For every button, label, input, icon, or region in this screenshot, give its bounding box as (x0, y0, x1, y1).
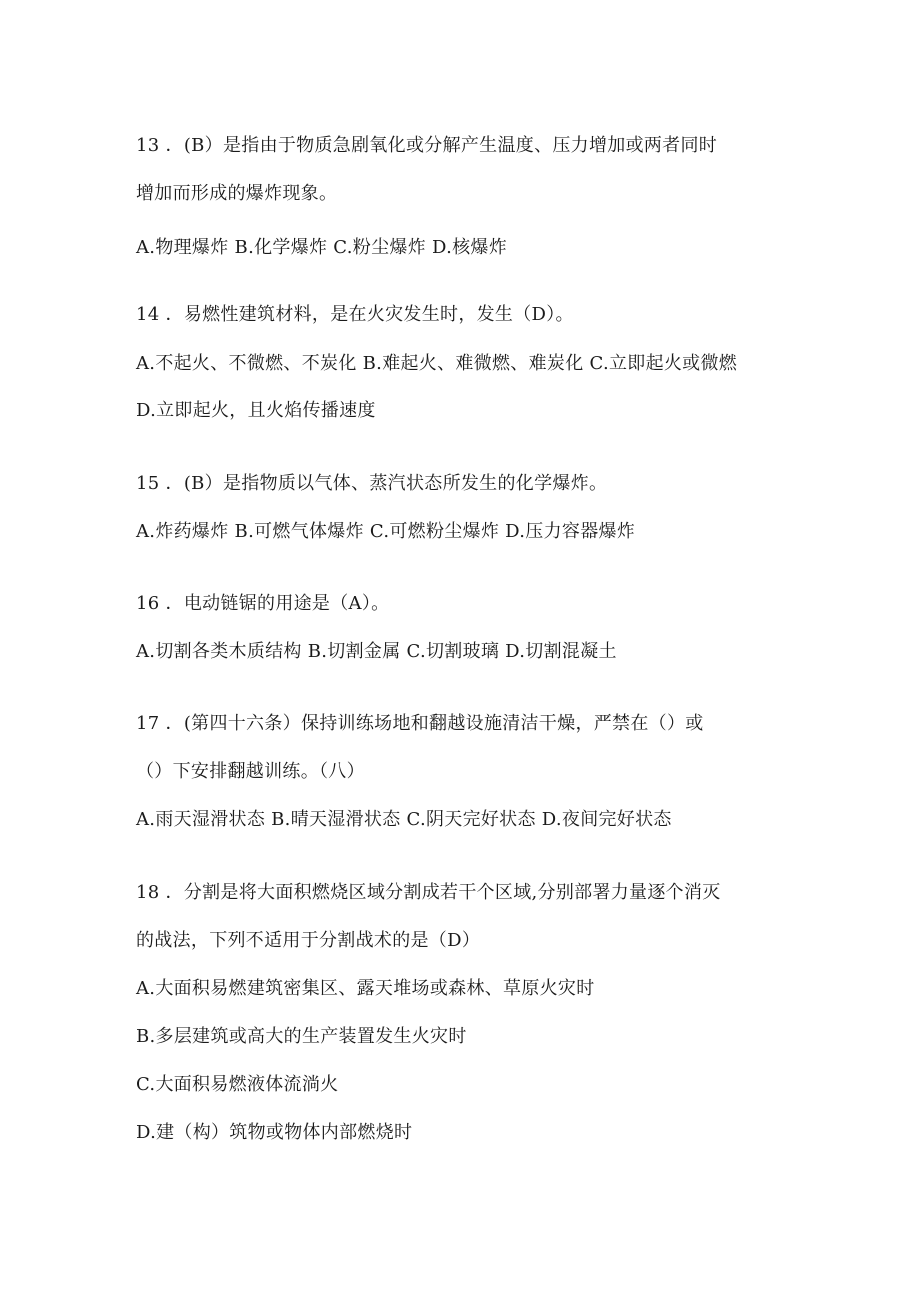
question-14-stem: 14 ．易燃性建筑材料，是在火灾发生时，发生（D）。 (136, 304, 574, 325)
question-17-stem-line-1: 17 ．(第四十六条）保持训练场地和翻越设施清洁干燥，严禁在（）或 (136, 713, 704, 734)
question-18-option-d: D.建（构）筑物或物体内部燃烧时 (136, 1122, 413, 1143)
question-18-option-c: C.大面积易燃液体流淌火 (136, 1074, 339, 1095)
question-13-stem-line-1: 13 ．(B）是指由于物质急剧氧化或分解产生温度、压力增加或两者同时 (136, 135, 718, 156)
question-14-options-line-2: D.立即起火，且火焰传播速度 (136, 400, 376, 421)
question-18-stem-line-2: 的战法，下列不适用于分割战术的是（D） (136, 930, 481, 951)
question-17-options: A.雨天湿滑状态 B.晴天湿滑状态 C.阴天完好状态 D.夜间完好状态 (136, 809, 672, 830)
question-16-stem: 16 ．电动链锯的用途是（A）。 (136, 593, 390, 614)
question-15-options: A.炸药爆炸 B.可燃气体爆炸 C.可燃粉尘爆炸 D.压力容器爆炸 (136, 521, 636, 542)
question-15-stem: 15 ．(B）是指物质以气体、蒸汽状态所发生的化学爆炸。 (136, 473, 608, 494)
question-13-stem-line-2: 增加而形成的爆炸现象。 (136, 183, 338, 204)
question-17-stem-line-2: （）下安排翻越训练。（八） (136, 761, 365, 782)
question-18-option-a: A.大面积易燃建筑密集区、露天堆场或森林、草原火灾时 (136, 978, 595, 999)
question-14-options-line-1: A.不起火、不微燃、不炭化 B.难起火、难微燃、难炭化 C.立即起火或微燃 (136, 353, 738, 374)
question-16-options: A.切割各类木质结构 B.切割金属 C.切割玻璃 D.切割混凝土 (136, 641, 617, 662)
question-13-options: A.物理爆炸 B.化学爆炸 C.粉尘爆炸 D.核爆炸 (136, 237, 507, 258)
question-18-stem-line-1: 18 ．分割是将大面积燃烧区域分割成若干个区域,分别部署力量逐个消灭 (136, 882, 721, 903)
question-18-option-b: B.多层建筑或高大的生产装置发生火灾时 (136, 1026, 467, 1047)
